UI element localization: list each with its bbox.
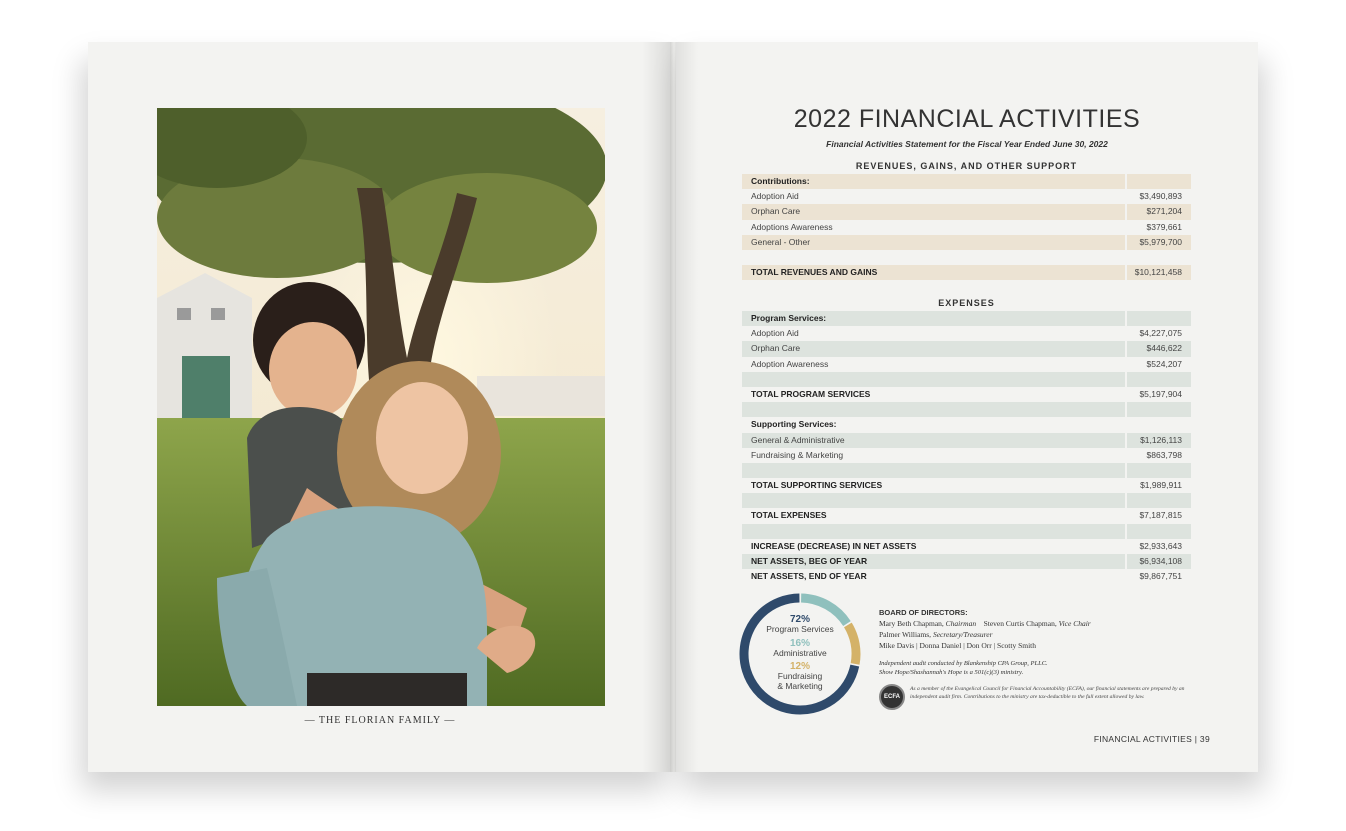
board-member-name: Mary Beth Chapman,: [879, 619, 946, 628]
row-label: TOTAL PROGRAM SERVICES: [751, 388, 871, 399]
table-row: [742, 448, 1191, 463]
donut-pct-program: 72%: [789, 614, 810, 625]
row-label: Orphan Care: [742, 204, 1125, 219]
table-row: [742, 235, 1191, 250]
table-row: [742, 463, 1191, 478]
donut-label-program: Program Services: [766, 624, 834, 634]
table-row: [742, 174, 1191, 189]
row-label: NET ASSETS, BEG OF YEAR: [742, 554, 1125, 569]
row-label: NET ASSETS, END OF YEAR: [751, 571, 867, 582]
board-title: BOARD OF DIRECTORS:: [879, 608, 968, 617]
row-value: $1,989,911: [1125, 478, 1191, 493]
row-value: [1125, 524, 1191, 539]
table-row: [742, 539, 1191, 554]
row-label: [742, 493, 1125, 508]
page-folio: FINANCIAL ACTIVITIES | 39: [1093, 734, 1210, 744]
row-value: $5,979,700: [1125, 235, 1191, 250]
table-row: [742, 265, 1191, 280]
table-row: [742, 250, 1191, 265]
row-value: $271,204: [1125, 204, 1191, 219]
row-value: $1,126,113: [1125, 433, 1191, 448]
page-title: 2022 FINANCIAL ACTIVITIES: [793, 105, 1141, 133]
row-value: [1125, 493, 1191, 508]
left-page: [88, 42, 672, 772]
table-row: [742, 372, 1191, 387]
donut-label-admin: Administrative: [773, 647, 827, 658]
board-member-role: Chairman: [945, 619, 977, 628]
table-row: [742, 478, 1191, 493]
row-value: [1125, 372, 1191, 387]
row-label: TOTAL EXPENSES: [751, 510, 827, 521]
audit-line: Independent audit conducted by Blankenship CPA Group, PLLC.: [879, 660, 1048, 667]
row-label: Adoption Aid: [751, 191, 799, 202]
board-line-3: Mike Davis | Donna Daniel | Don Orr | Scotty Smith: [879, 641, 1036, 650]
row-label: General & Administrative: [742, 433, 1125, 448]
page-subtitle: Financial Activities Statement for the Fiscal Year Ended June 30, 2022: [826, 139, 1108, 149]
row-value: [1125, 250, 1191, 265]
row-value: $2,933,643: [1125, 539, 1191, 554]
row-value: [1125, 417, 1191, 432]
row-label: [742, 463, 1125, 478]
ministry-line: Show Hope/Shashannah's Hope is a 501(c)(3) ministry.: [879, 669, 1024, 676]
row-label: Program Services:: [742, 311, 1125, 326]
expenses-table: [742, 311, 1191, 584]
audit-note: [879, 659, 1199, 677]
donut-label-fundraising: Fundraising & Marketing: [777, 671, 823, 691]
ecfa-logo-icon: ECFA: [879, 684, 905, 710]
table-row: [742, 220, 1191, 235]
ecfa-note: As a member of the Evangelical Council for Financial Accountability (ECFA), our financial statements are prepared by an independent audit firm. Contributions to the ministry are tax-deductible to the full extent allowed by law.: [910, 686, 1185, 700]
table-row: [742, 341, 1191, 356]
table-row: [742, 326, 1191, 341]
row-label: Adoptions Awareness: [751, 221, 833, 232]
row-value: $10,121,458: [1125, 265, 1191, 280]
row-label: [742, 524, 1125, 539]
table-row: [742, 204, 1191, 219]
row-label: Adoption Aid: [751, 328, 799, 339]
board-member-role: Vice Chair: [1058, 619, 1091, 628]
table-row: [742, 433, 1191, 448]
row-label: TOTAL SUPPORTING SERVICES: [751, 480, 883, 491]
table-row: [742, 554, 1191, 569]
row-value: [1125, 174, 1191, 189]
revenues-heading: REVENUES, GAINS, AND OTHER SUPPORT: [855, 161, 1078, 171]
row-label: Contributions:: [742, 174, 1125, 189]
donut-labels: [738, 592, 862, 716]
row-label: [742, 402, 1125, 417]
row-value: $379,661: [1125, 220, 1191, 235]
board-member-name: Palmer Williams,: [879, 630, 933, 639]
row-value: $3,490,893: [1125, 189, 1191, 204]
table-row: [742, 402, 1191, 417]
family-photo: [157, 108, 605, 706]
row-value: $863,798: [1125, 448, 1191, 463]
table-row: [742, 311, 1191, 326]
table-row: [742, 524, 1191, 539]
board-line-1: [879, 618, 1199, 629]
revenues-table: [742, 174, 1191, 280]
row-value: $9,867,751: [1125, 569, 1191, 584]
table-row: [742, 189, 1191, 204]
row-value: $5,197,904: [1125, 387, 1191, 402]
table-row: [742, 508, 1191, 523]
row-value: $446,622: [1125, 341, 1191, 356]
table-row: [742, 357, 1191, 372]
row-label: [742, 372, 1125, 387]
row-label: Fundraising & Marketing: [751, 449, 844, 460]
row-label: TOTAL REVENUES AND GAINS: [742, 265, 1125, 280]
row-value: $6,934,108: [1125, 554, 1191, 569]
row-label: Orphan Care: [742, 341, 1125, 356]
board-line-2: [879, 629, 1199, 640]
row-value: [1125, 463, 1191, 478]
row-value: $7,187,815: [1125, 508, 1191, 523]
row-label: [742, 250, 1125, 265]
table-row: [742, 569, 1191, 584]
donut-pct-admin: 16%: [789, 637, 810, 649]
row-label: Supporting Services:: [751, 419, 837, 430]
donut-pct-fundraising: 12%: [789, 661, 810, 672]
row-value: [1125, 402, 1191, 417]
row-label: INCREASE (DECREASE) IN NET ASSETS: [751, 540, 917, 551]
board-of-directors: [879, 607, 1199, 651]
table-row: [742, 387, 1191, 402]
table-row: [742, 493, 1191, 508]
table-row: [742, 417, 1191, 432]
row-value: $4,227,075: [1125, 326, 1191, 341]
board-member-role: Secretary/Treasurer: [932, 630, 993, 639]
row-label: General - Other: [742, 235, 1125, 250]
photo-caption: — THE FLORIAN FAMILY —: [304, 715, 456, 726]
row-value: $524,207: [1125, 357, 1191, 372]
row-label: Adoption Awareness: [751, 358, 829, 369]
row-value: [1125, 311, 1191, 326]
right-page: [676, 42, 1258, 772]
board-member-name: Steven Curtis Chapman,: [983, 619, 1059, 628]
expenses-heading: EXPENSES: [938, 298, 995, 308]
